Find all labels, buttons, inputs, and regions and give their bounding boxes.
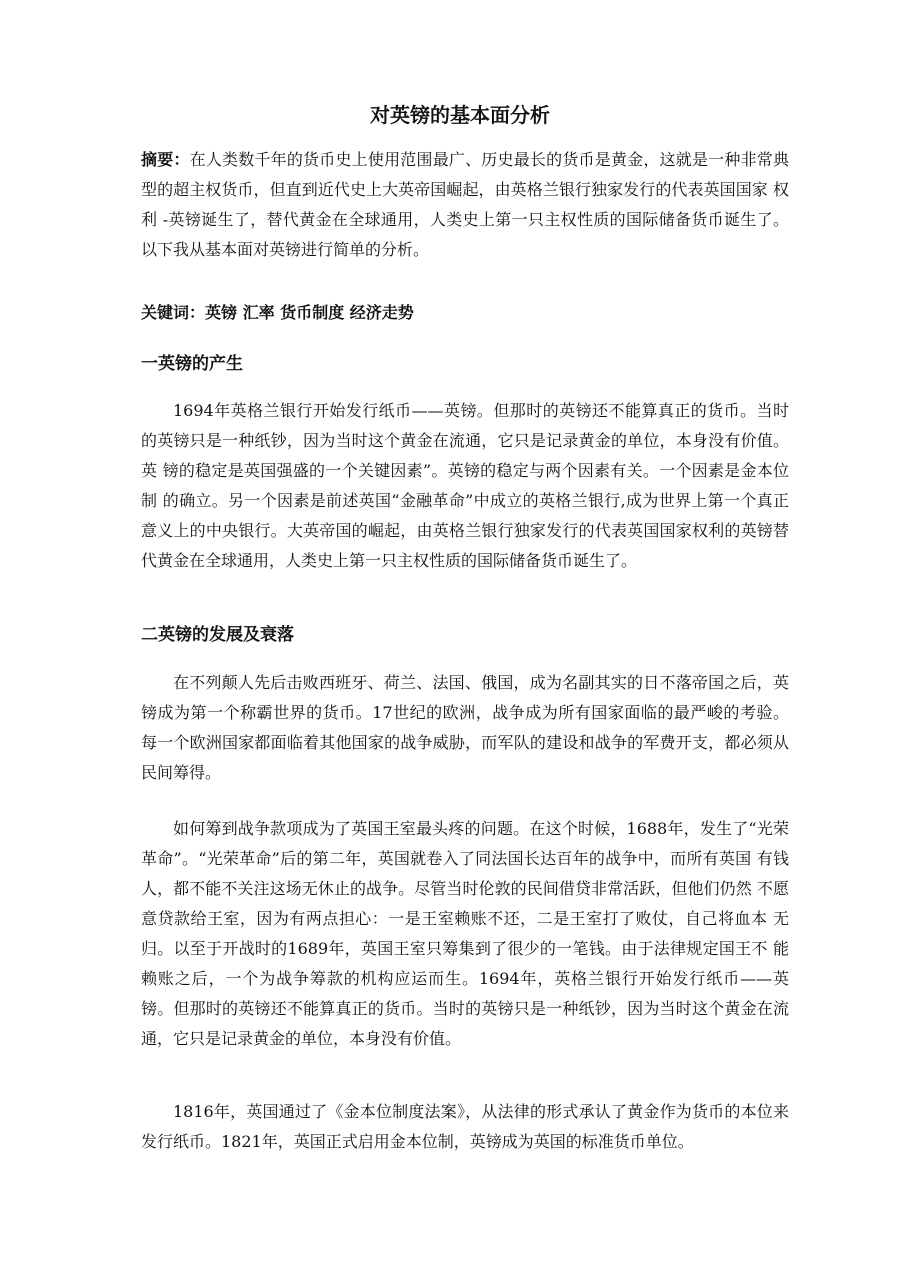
keyword-item: 经济走势 [349, 303, 414, 322]
section-development-paragraph-3: 1816年，英国通过了《金本位制度法案》，从法律的形式承认了黄金作为货币的本位来发行纸币。1821年，英国正式启用金本位制，英镑成为英国的标准货币单位。 [141, 1102, 789, 1151]
document-title: 对英镑的基本面分析 [370, 103, 550, 127]
section-origin-paragraph: 1694年英格兰银行开始发行纸币——英镑。但那时的英镑还不能算真正的货币。当时的英镑只是一种纸钞，因为当时这个黄金在流通，它只是记录黄金的单位，本身没有价值。英 镑的稳定是英国强盛的一个关键因素”。英镑的稳定与两个因素有关。一个因素是金本位制 的确立。另一个因素是前述英国“金融革命”中成立的英格兰银行,成为世界上第一个真正 意义上的中央银行。大英帝国的崛起，由英格兰银行独家发行的代表英国国家权利的英镑替 代黄金在全球通用，人类史上第一只主权性质的国际储备货币诞生了。 [141, 401, 789, 570]
keywords-label: 关键词： [141, 303, 206, 322]
section-heading-development: 二英镑的发展及衰落 [141, 625, 294, 645]
keyword-item: 英镑 [205, 303, 238, 322]
section-heading-origin: 一英镑的产生 [141, 354, 243, 374]
section-development-paragraph-2: 如何筹到战争款项成为了英国王室最头疼的问题。在这个时候，1688年，发生了“光荣革命”。“光荣革命”后的第二年，英国就卷入了同法国长达百年的战争中，而所有英国 有钱人，都不能不关注这场无休止的战争。尽管当时伦敦的民间借贷非常活跃，但他们仍然 不愿意贷款给王室，因为有两点担心：一是王室赖账不还，二是王室打了败仗，自己将血本 无归。以至于开战时的1689年，英国王室只筹集到了很少的一笔钱。由于法律规定国王不 能赖账之后，一个为战争筹款的机构应运而生。1694年，英格兰银行开始发行纸币——英 镑。但那时的英镑还不能算真正的货币。当时的英镑只是一种纸钞，因为当时这个黄金在流 通，它只是记录黄金的单位，本身没有价值。 [141, 819, 789, 1048]
keyword-item: 货币制度 [280, 303, 345, 322]
section-development-paragraph-1: 在不列颠人先后击败西班牙、荷兰、法国、俄国，成为名副其实的日不落帝国之后，英 镑成为第一个称霸世界的货币。17世纪的欧洲，战争成为所有国家面临的最严峻的考验。 每一个欧洲国家都面临着其他国家的战争威胁，而军队的建设和战争的军费开支，都必须从 民间筹得。 [141, 673, 789, 782]
keyword-item: 汇率 [242, 303, 275, 322]
abstract-paragraph [141, 145, 789, 265]
abstract-text: 在人类数千年的货币史上使用范围最广、历史最长的货币是黄金，这就是一种非常典型的超主权货币，但直到近代史上大英帝国崛起，由英格兰银行独家发行的代表英国国家 权利 -英镑诞生了，替代黄金在全球通用，人类史上第一只主权性质的国际储备货币诞生了。以下我从基本面对英镑进行简单的分析。 [141, 150, 789, 259]
keywords-line [141, 298, 789, 328]
abstract-label: 摘要： [141, 150, 190, 169]
